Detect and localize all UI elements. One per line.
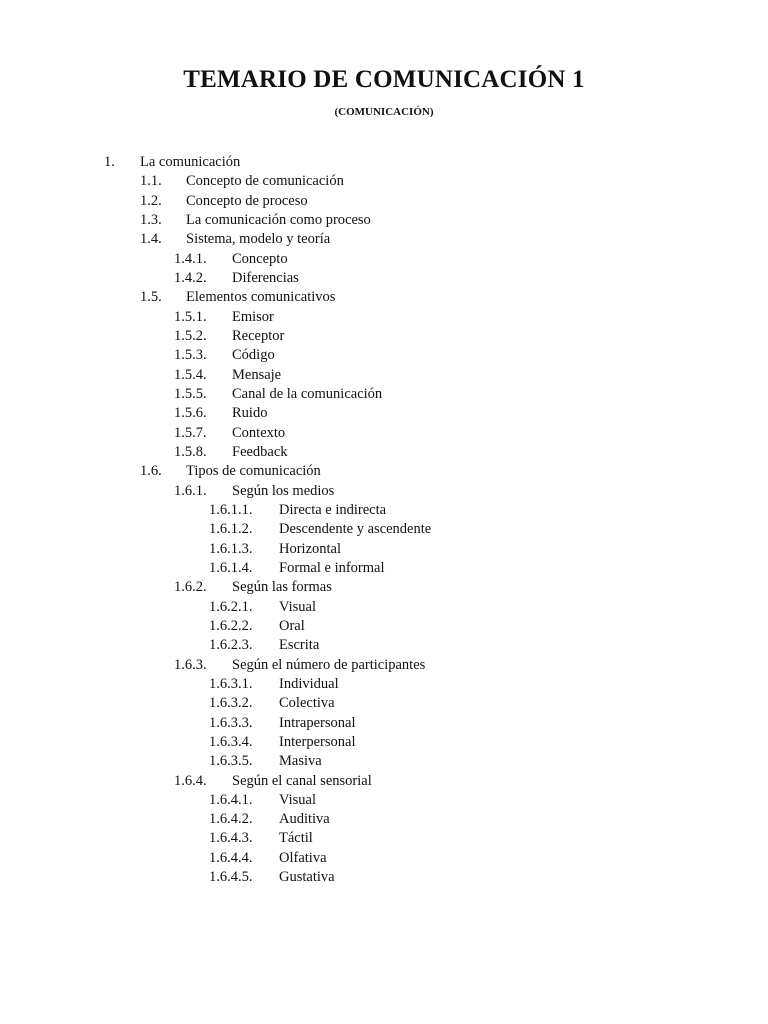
page-title: TEMARIO DE COMUNICACIÓN 1 [183, 66, 585, 93]
toc-item [0, 656, 768, 675]
toc-item [0, 443, 768, 462]
toc-item-title: Colectiva [279, 695, 335, 712]
toc-item-title: Sistema, modelo y teoría [186, 231, 331, 248]
toc-item-title: Concepto [232, 250, 288, 267]
toc-item-number: 1.5.6. [174, 405, 207, 422]
toc-item [0, 404, 768, 423]
toc-item [0, 501, 768, 520]
toc-item-number: 1.6.2.1. [209, 598, 253, 615]
toc-item [0, 810, 768, 829]
toc-item-title: Intrapersonal [279, 714, 356, 731]
toc-item [0, 424, 768, 443]
toc-item [0, 694, 768, 713]
toc-item-title: La comunicación [140, 154, 241, 170]
toc-item-title: Canal de la comunicación [232, 385, 383, 402]
toc-item-title: Individual [279, 675, 339, 692]
toc-item-number: 1.6.4.3. [209, 830, 253, 847]
toc-item-number: 1.6.2.3. [209, 637, 253, 654]
toc-item [0, 540, 768, 559]
page-subtitle: (COMUNICACIÓN) [334, 106, 434, 118]
toc-item-number: 1.6.3. [174, 656, 207, 673]
toc-item-number: 1.5.4. [174, 366, 207, 383]
toc-item-title: Visual [279, 598, 316, 615]
toc-item-title: Gustativa [279, 869, 335, 886]
toc-item-title: Según los medios [232, 482, 335, 499]
toc-item-number: 1.4.1. [174, 250, 207, 267]
toc-item-number: 1.6.1.4. [209, 559, 253, 576]
toc-item-number: 1.6.4. [174, 772, 207, 789]
toc-item [0, 520, 768, 539]
toc-item-number: 1.5. [140, 289, 162, 306]
toc-item-number: 1.6.4.5. [209, 869, 253, 886]
toc-item-number: 1.5.3. [174, 347, 207, 364]
toc-item-title: Concepto de comunicación [186, 173, 344, 190]
toc-item-title: Táctil [279, 830, 313, 847]
toc-item-number: 1.6.1.3. [209, 540, 253, 557]
toc-item [0, 578, 768, 597]
toc-item-number: 1.6.1. [174, 482, 207, 499]
toc-item-title: Diferencias [232, 269, 299, 286]
toc-item-number: 1.5.5. [174, 385, 207, 402]
toc-item [0, 636, 768, 655]
toc-item-number: 1.2. [140, 192, 162, 209]
toc-item-number: 1.6.3.1. [209, 675, 253, 692]
toc-item [0, 288, 768, 307]
toc-item-number: 1.4. [140, 231, 162, 248]
toc-item [0, 250, 768, 269]
toc-item-title: Masiva [279, 753, 322, 770]
toc-item-number: 1.6. [140, 463, 162, 480]
toc-item [0, 791, 768, 810]
toc-item-title: Según las formas [232, 579, 332, 596]
toc-item-title: Oral [279, 617, 305, 634]
toc-item-title: Auditiva [279, 811, 330, 828]
toc-item-title: Mensaje [232, 366, 282, 383]
toc-item-title: Ruido [232, 405, 268, 422]
toc-item-number: 1.6.3.5. [209, 753, 253, 770]
toc-item-title: Tipos de comunicación [186, 463, 321, 480]
toc-item [0, 385, 768, 404]
toc-item [0, 269, 768, 288]
toc-item [0, 849, 768, 868]
toc-item [0, 617, 768, 636]
toc-item [0, 230, 768, 249]
toc-item-title: Según el canal sensorial [232, 772, 372, 789]
toc-item [0, 868, 768, 887]
toc-item-title: Interpersonal [279, 733, 356, 750]
toc-item-number: 1.6.4.2. [209, 811, 253, 828]
toc-item [0, 308, 768, 327]
toc-item [0, 192, 768, 211]
toc-item-title: Descendente y ascendente [279, 521, 432, 538]
toc-item [0, 211, 768, 230]
toc-item-number: 1. [104, 154, 115, 170]
toc-item-title: Olfativa [279, 849, 327, 866]
toc-item-title: Visual [279, 791, 316, 808]
toc-item-number: 1.5.7. [174, 424, 207, 441]
toc-item-title: Directa e indirecta [279, 501, 387, 518]
toc-item-title: Según el número de participantes [232, 656, 426, 673]
toc-item [0, 172, 768, 191]
toc-item-title: Horizontal [279, 540, 342, 557]
toc-item-number: 1.6.3.3. [209, 714, 253, 731]
toc-item-title: Receptor [232, 327, 285, 344]
toc-item-number: 1.6.4.4. [209, 849, 253, 866]
toc-item [0, 772, 768, 791]
toc-item-title: Formal e informal [279, 559, 385, 576]
toc-item-title: Código [232, 347, 275, 364]
toc-item-title: Emisor [232, 308, 274, 325]
toc-item-number: 1.6.2. [174, 579, 207, 596]
toc-item-number: 1.4.2. [174, 269, 207, 286]
toc-item-title: Escrita [279, 637, 320, 654]
toc-item [0, 675, 768, 694]
toc-item [0, 482, 768, 501]
toc-item [0, 733, 768, 752]
toc-item [0, 829, 768, 848]
toc-item [0, 714, 768, 733]
toc-item-number: 1.5.8. [174, 443, 207, 460]
toc-item-number: 1.6.1.2. [209, 521, 253, 538]
toc-item-number: 1.5.1. [174, 308, 207, 325]
toc-item-title: Feedback [232, 443, 288, 460]
toc-item-number: 1.6.3.4. [209, 733, 253, 750]
toc-item [0, 462, 768, 481]
toc-item-number: 1.6.3.2. [209, 695, 253, 712]
toc-item-title: Contexto [232, 424, 286, 441]
toc-item [0, 153, 768, 172]
toc-item [0, 366, 768, 385]
toc-item-number: 1.1. [140, 173, 162, 190]
toc-item-number: 1.6.4.1. [209, 791, 253, 808]
toc-item-number: 1.5.2. [174, 327, 207, 344]
toc-item [0, 752, 768, 771]
toc-item-title: Concepto de proceso [186, 192, 308, 209]
toc-item-title: La comunicación como proceso [186, 211, 371, 228]
toc-item [0, 327, 768, 346]
toc-item [0, 559, 768, 578]
toc-item [0, 598, 768, 617]
toc-item-number: 1.6.2.2. [209, 617, 253, 634]
toc-item-number: 1.6.1.1. [209, 501, 253, 518]
table-of-contents [0, 153, 768, 887]
toc-item [0, 346, 768, 365]
toc-item-title: Elementos comunicativos [186, 289, 336, 306]
toc-item-number: 1.3. [140, 211, 162, 228]
